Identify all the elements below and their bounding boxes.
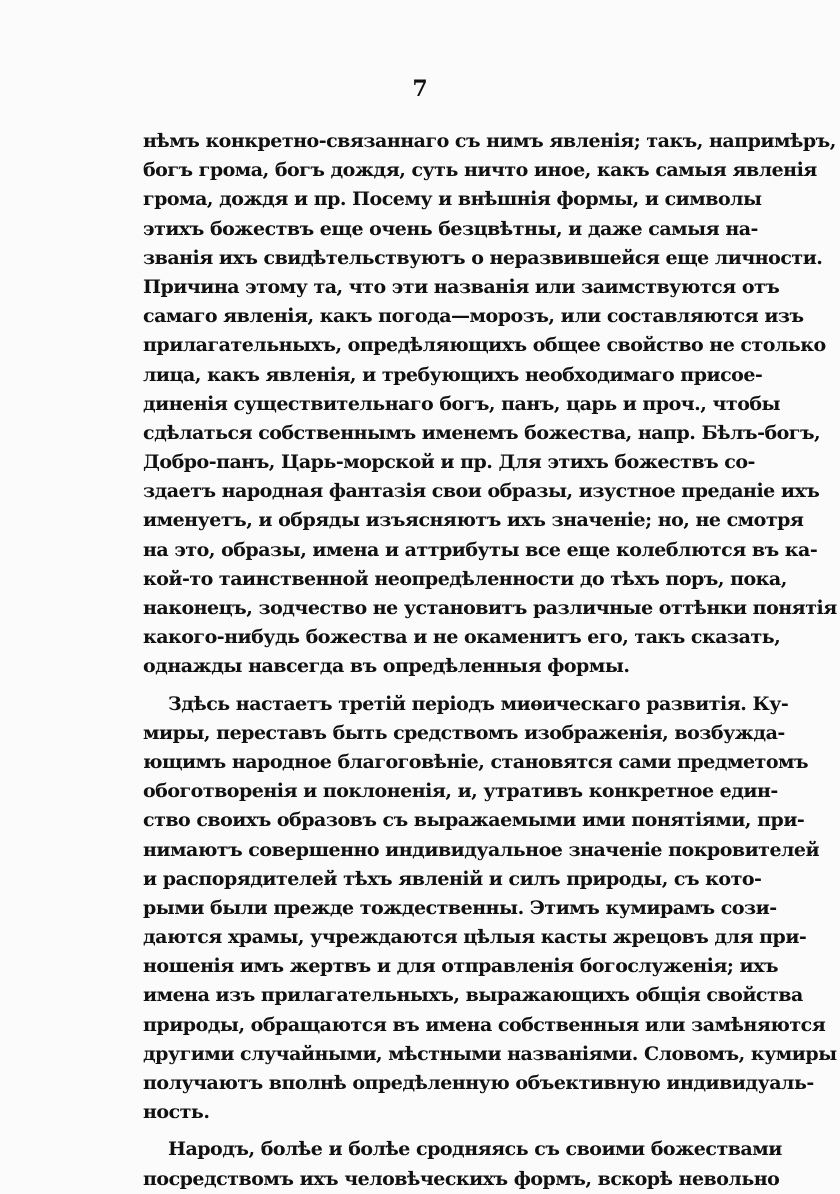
text-line: Добро-панъ, Царь-морской и пр. Для этихъ божествъ со-: [143, 451, 755, 474]
text-line: этихъ божествъ еще очень безцвѣтны, и даже самыя на-: [143, 217, 758, 240]
text-line: другими случайными, мѣстными названіями. Словомъ, кумиры: [143, 1042, 837, 1065]
text-line: кой-то таинственной неопредѣленности до тѣхъ поръ, пока,: [143, 567, 787, 590]
text-line: Причина этому та, что эти названія или заимствуются отъ: [143, 275, 780, 298]
text-line: наконецъ, зодчество не установитъ различные оттѣнки понятія: [143, 597, 837, 619]
body-text: [143, 127, 837, 1194]
text-line: Здѣсь настаетъ третій періодъ миѳическаго развитія. Ку-: [168, 692, 789, 715]
text-line: здаетъ народная фантазія свои образы, изустное преданіе ихъ: [143, 480, 820, 503]
text-line: именуетъ, и обряды изъясняютъ ихъ значеніе; но, не смотря: [143, 509, 804, 532]
text-line: ношенія имъ жертвъ и для отправленія богослуженія; ихъ: [143, 955, 779, 978]
paragraph: [143, 690, 837, 1128]
text-line: даются храмы, учреждаются цѣлыя касты жрецовъ для при-: [143, 926, 807, 949]
text-line: миры, переставъ быть средствомъ изображенія, возбужда-: [143, 721, 785, 744]
text-line: званія ихъ свидѣтельствуютъ о неразвившейся еще личности.: [143, 246, 823, 269]
text-line: Народъ, болѣе и болѣе сродняясь съ своими божествами: [168, 1138, 782, 1161]
text-line: диненія существительнаго богъ, панъ, царь и проч., чтобы: [143, 392, 781, 415]
text-line: и распорядителей тѣхъ явленій и силъ природы, съ кото-: [143, 867, 762, 890]
text-line: грома, дождя и пр. Посему и внѣшнія формы, и символы: [143, 188, 762, 211]
paragraph: [143, 127, 837, 682]
text-line: однажды навсегда въ опредѣленныя формы.: [143, 655, 630, 678]
text-line: сдѣлаться собственнымъ именемъ божества, напр. Бѣлъ-богъ,: [143, 421, 821, 444]
paragraph-gap: [143, 682, 743, 690]
paragraph-gap: [143, 1127, 743, 1135]
text-line: природы, обращаются въ имена собственныя или замѣняются: [143, 1013, 826, 1036]
text-line: имена изъ прилагательныхъ, выражающихъ общія свойства: [143, 984, 803, 1007]
text-line: какого-нибудь божества и не окаменитъ его, такъ сказать,: [143, 626, 781, 649]
text-line: получаютъ вполнѣ опредѣленную объективную индивидуаль-: [143, 1072, 814, 1094]
text-line: ющимъ народное благоговѣніе, становятся сами предметомъ: [143, 750, 809, 773]
text-line: самаго явленія, какъ погода—морозъ, или составляются изъ: [143, 305, 804, 328]
text-line: ство своихъ образовъ съ выражаемыми ими понятіями, при-: [143, 809, 805, 832]
text-line: рыми были прежде тождественны. Этимъ кумирамъ сози-: [143, 896, 777, 919]
text-line: ность.: [143, 1101, 210, 1124]
text-line: на это, образы, имена и аттрибуты все еще колеблются въ ка-: [143, 538, 818, 561]
text-line: прилагательныхъ, опредѣляющихъ общее свойство не столько: [143, 334, 826, 357]
text-line: лица, какъ явленія, и требующихъ необходимаго присое-: [143, 363, 763, 386]
text-line: нѣмъ конкретно-связаннаго съ нимъ явленія; такъ, напримѣръ,: [143, 130, 836, 152]
text-line: нимаютъ совершенно индивидуальное значеніе покровителей: [143, 838, 820, 861]
page-number: 7: [412, 76, 428, 102]
paragraph: [143, 1135, 782, 1193]
text-line: обоготворенія и поклоненія, и, утративъ конкретное един-: [143, 780, 778, 803]
text-line: богъ грома, богъ дождя, суть ничто иное, какъ самыя явленія: [143, 159, 817, 182]
text-line: посредствомъ ихъ человѣческихъ формъ, вскорѣ невольно: [143, 1167, 780, 1190]
